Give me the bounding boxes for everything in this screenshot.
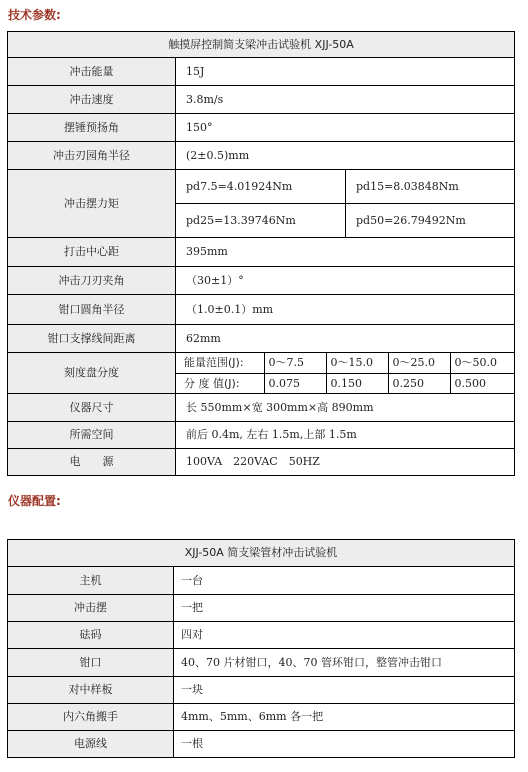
dial-division-cell bbox=[176, 353, 515, 394]
param-label: 冲击速度 bbox=[8, 86, 176, 114]
config-value: 一根 bbox=[174, 731, 515, 758]
param-label: 摆锤预扬角 bbox=[8, 114, 176, 142]
config-value: 一把 bbox=[174, 595, 515, 622]
param-label: 仪器尺寸 bbox=[8, 394, 176, 422]
range-value: 0～7.5 bbox=[264, 353, 326, 373]
param-label: 钳口圆角半径 bbox=[8, 295, 176, 325]
range-value: 0～50.0 bbox=[450, 353, 514, 373]
param-value: 长 550mm×宽 300mm×高 890mm bbox=[176, 394, 515, 422]
param-value: 150° bbox=[176, 114, 515, 142]
config-value: 四对 bbox=[174, 622, 515, 649]
config-label: 对中样板 bbox=[8, 677, 174, 704]
param-label: 冲击刃园角半径 bbox=[8, 142, 176, 170]
config-value: 一块 bbox=[174, 677, 515, 704]
range-label: 能量范围(J): bbox=[176, 353, 264, 373]
param-label: 所需空间 bbox=[8, 422, 176, 449]
param-value: 前后 0.4m, 左右 1.5m,上部 1.5m bbox=[176, 422, 515, 449]
division-value: 0.075 bbox=[264, 373, 326, 393]
tech-params-title: 技术参数: bbox=[8, 8, 61, 22]
config-label: 电源线 bbox=[8, 731, 174, 758]
param-label: 钳口支撑线间距离 bbox=[8, 325, 176, 353]
param-value: 100VA 220VAC 50HZ bbox=[176, 449, 515, 476]
config-label: 冲击摆 bbox=[8, 595, 174, 622]
param-value: （1.0±0.1）mm bbox=[176, 295, 515, 325]
dial-division-table bbox=[176, 353, 514, 393]
torque-value: pd7.5=4.01924Nm bbox=[176, 170, 346, 204]
config-value: 一台 bbox=[174, 567, 515, 595]
torque-value: pd15=8.03848Nm bbox=[346, 170, 515, 204]
param-label: 冲击刀刃夹角 bbox=[8, 267, 176, 295]
tech-params-table bbox=[7, 31, 515, 476]
division-value: 0.250 bbox=[388, 373, 450, 393]
config-title: 仪器配置: bbox=[8, 494, 61, 508]
param-label: 刻度盘分度 bbox=[8, 353, 176, 394]
param-label: 冲击能量 bbox=[8, 58, 176, 86]
param-value: 62mm bbox=[176, 325, 515, 353]
param-label: 打击中心距 bbox=[8, 238, 176, 267]
param-value: 3.8m/s bbox=[176, 86, 515, 114]
config-label: 钳口 bbox=[8, 649, 174, 677]
torque-value: pd25=13.39746Nm bbox=[176, 204, 346, 238]
range-value: 0～25.0 bbox=[388, 353, 450, 373]
config-value: 40、70 片材钳口，40、70 管环钳口，整管冲击钳口 bbox=[174, 649, 515, 677]
config-label: 砝码 bbox=[8, 622, 174, 649]
param-label: 冲击摆力矩 bbox=[8, 170, 176, 238]
config-value: 4mm、5mm、6mm 各一把 bbox=[174, 704, 515, 731]
param-value: 15J bbox=[176, 58, 515, 86]
config-header: XJJ-50A 简支梁管材冲击试验机 bbox=[8, 540, 515, 567]
range-value: 0～15.0 bbox=[326, 353, 388, 373]
config-label: 内六角搬手 bbox=[8, 704, 174, 731]
param-value: (2±0.5)mm bbox=[176, 142, 515, 170]
param-value: （30±1）° bbox=[176, 267, 515, 295]
division-label: 分 度 值(J): bbox=[176, 373, 264, 393]
config-label: 主机 bbox=[8, 567, 174, 595]
torque-value: pd50=26.79492Nm bbox=[346, 204, 515, 238]
config-table bbox=[7, 539, 515, 758]
params-header: 触摸屏控制简支梁冲击试验机 XJJ-50A bbox=[8, 32, 515, 58]
division-value: 0.150 bbox=[326, 373, 388, 393]
param-label: 电 源 bbox=[8, 449, 176, 476]
param-value: 395mm bbox=[176, 238, 515, 267]
division-value: 0.500 bbox=[450, 373, 514, 393]
